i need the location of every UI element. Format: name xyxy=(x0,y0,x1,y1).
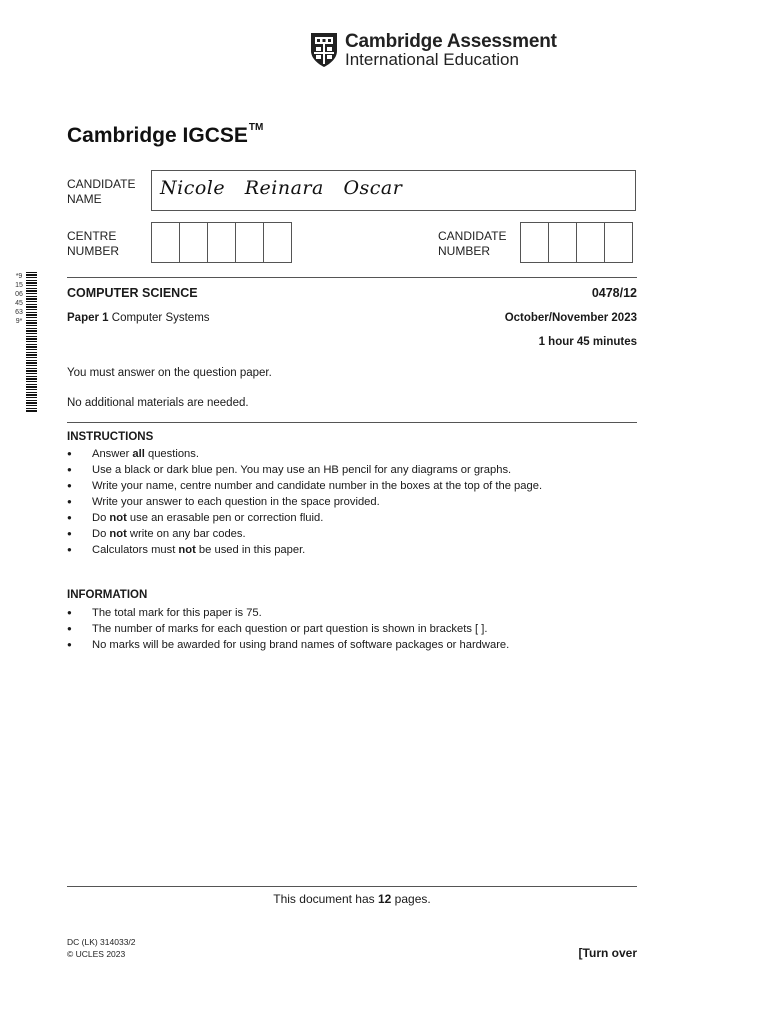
document-code: DC (LK) 314033/2 © UCLES 2023 xyxy=(67,937,136,959)
list-item: ● Calculators must not be used in this paper. xyxy=(67,542,542,558)
instructions-list xyxy=(67,446,542,558)
exam-session: October/November 2023 xyxy=(504,312,637,324)
list-item: ● The number of marks for each question or part question is shown in brackets [ ]. xyxy=(67,621,509,637)
centre-number-boxes[interactable] xyxy=(151,222,292,263)
candidate-number-cell[interactable] xyxy=(548,222,577,263)
divider xyxy=(67,277,637,278)
trademark: TM xyxy=(248,122,264,133)
list-item: ● Do not use an erasable pen or correction fluid. xyxy=(67,510,542,526)
information-heading: INFORMATION xyxy=(67,589,148,601)
list-item: ● Do not write on any bar codes. xyxy=(67,526,542,542)
list-item: ● Write your name, centre number and candidate number in the boxes at the top of the page. xyxy=(67,478,542,494)
note-materials: No additional materials are needed. xyxy=(67,397,249,409)
paper-title: Paper 1 Computer Systems xyxy=(67,312,210,324)
list-item: ● No marks will be awarded for using brand names of software packages or hardware. xyxy=(67,637,509,653)
centre-number-cell[interactable] xyxy=(179,222,208,263)
divider xyxy=(67,422,637,423)
list-item: ● Answer all questions. xyxy=(67,446,542,462)
exam-duration: 1 hour 45 minutes xyxy=(538,336,637,348)
page-count-note: This document has 12 pages. xyxy=(273,892,431,906)
instructions-heading: INSTRUCTIONS xyxy=(67,431,154,443)
syllabus-code: 0478/12 xyxy=(591,286,637,300)
page-title xyxy=(67,124,263,148)
candidate-number-boxes[interactable] xyxy=(520,222,633,263)
divider xyxy=(67,886,637,887)
information-list xyxy=(67,605,509,653)
candidate-number-label: CANDIDATE NUMBER xyxy=(438,229,507,258)
centre-number-cell[interactable] xyxy=(263,222,292,263)
barcode xyxy=(26,272,37,412)
candidate-name-value: Nicole Reinara Oscar xyxy=(160,177,403,199)
candidate-number-cell[interactable] xyxy=(604,222,633,263)
centre-number-cell[interactable] xyxy=(235,222,264,263)
candidate-name-label: CANDIDATE NAME xyxy=(67,177,136,206)
list-item: ● Write your answer to each question in the space provided. xyxy=(67,494,542,510)
turn-over: [Turn over xyxy=(578,946,637,960)
candidate-name-field[interactable] xyxy=(151,170,636,211)
cambridge-logo xyxy=(309,30,557,72)
barcode-digits: *9150645639* xyxy=(15,273,23,325)
centre-number-label: CENTRE NUMBER xyxy=(67,229,120,258)
subject: COMPUTER SCIENCE xyxy=(67,286,198,300)
list-item: ● Use a black or dark blue pen. You may use an HB pencil for any diagrams or graphs. xyxy=(67,462,542,478)
logo-line2: International Education xyxy=(345,50,519,69)
candidate-number-cell[interactable] xyxy=(520,222,549,263)
note-answer-on-paper: You must answer on the question paper. xyxy=(67,367,272,379)
centre-number-cell[interactable] xyxy=(207,222,236,263)
centre-number-cell[interactable] xyxy=(151,222,180,263)
logo-line1: Cambridge Assessment xyxy=(345,31,557,52)
crest-icon xyxy=(309,31,339,69)
exam-title: Cambridge IGCSE xyxy=(67,124,248,147)
candidate-number-cell[interactable] xyxy=(576,222,605,263)
list-item: ● The total mark for this paper is 75. xyxy=(67,605,509,621)
